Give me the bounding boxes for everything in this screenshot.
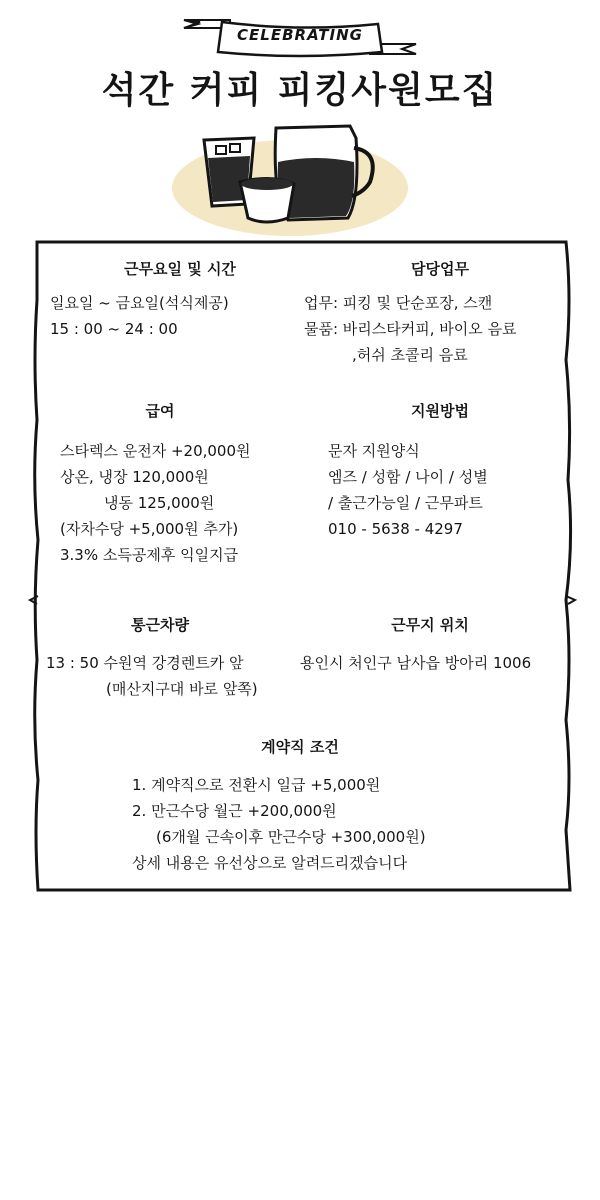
apply-line: 문자 지원양식 <box>328 442 420 460</box>
commute-line: 13 : 50 수원역 강경렌트카 앞 <box>46 654 244 672</box>
contract-line: (6개월 근속이후 만근수당 +300,000원) <box>156 828 426 846</box>
apply-line: 엠즈 / 성함 / 나이 / 성별 <box>328 468 488 486</box>
pay-line: 스타렉스 운전자 +20,000원 <box>60 442 251 460</box>
location-line: 용인시 처인구 남사읍 방아리 1006 <box>300 654 532 672</box>
page-title: 석간 커피 피킹사원모집 <box>101 70 499 111</box>
duties-line: ,허쉬 초콜리 음료 <box>352 346 468 364</box>
contract-line: 상세 내용은 유선상으로 알려드리겠습니다 <box>132 854 408 872</box>
apply-line: / 출근가능일 / 근무파트 <box>328 494 483 512</box>
duties-line: 업무: 피킹 및 단순포장, 스캔 <box>304 294 493 312</box>
duties-line: 물품: 바리스타커피, 바이오 음료 <box>304 320 517 338</box>
apply-heading: 지원방법 <box>411 402 469 420</box>
pay-line: 상온, 냉장 120,000원 <box>60 468 209 486</box>
hours-heading: 근무요일 및 시간 <box>124 260 236 278</box>
pay-line: (자차수당 +5,000원 추가) <box>60 520 239 538</box>
contract-heading: 계약직 조건 <box>261 738 339 756</box>
contract-line: 2. 만근수당 월근 +200,000원 <box>132 802 337 820</box>
banner-text: CELEBRATING <box>237 26 363 44</box>
location-heading: 근무지 위치 <box>391 616 469 634</box>
commute-heading: 통근차량 <box>131 616 189 634</box>
pay-line: 3.3% 소득공제후 익일지급 <box>60 546 239 564</box>
contract-line: 1. 계약직으로 전환시 일급 +5,000원 <box>132 776 381 794</box>
pay-heading: 급여 <box>145 402 175 420</box>
coffee-illustration <box>170 118 410 238</box>
pay-line: 냉동 125,000원 <box>104 494 215 512</box>
duties-heading: 담당업무 <box>411 260 469 278</box>
commute-line: (매산지구대 바로 앞쪽) <box>106 680 258 698</box>
hours-line: 일요일 ~ 금요일(석식제공) <box>50 294 229 312</box>
phone-number: 010 - 5638 - 4297 <box>328 520 463 538</box>
hours-line: 15 : 00 ~ 24 : 00 <box>50 320 178 338</box>
